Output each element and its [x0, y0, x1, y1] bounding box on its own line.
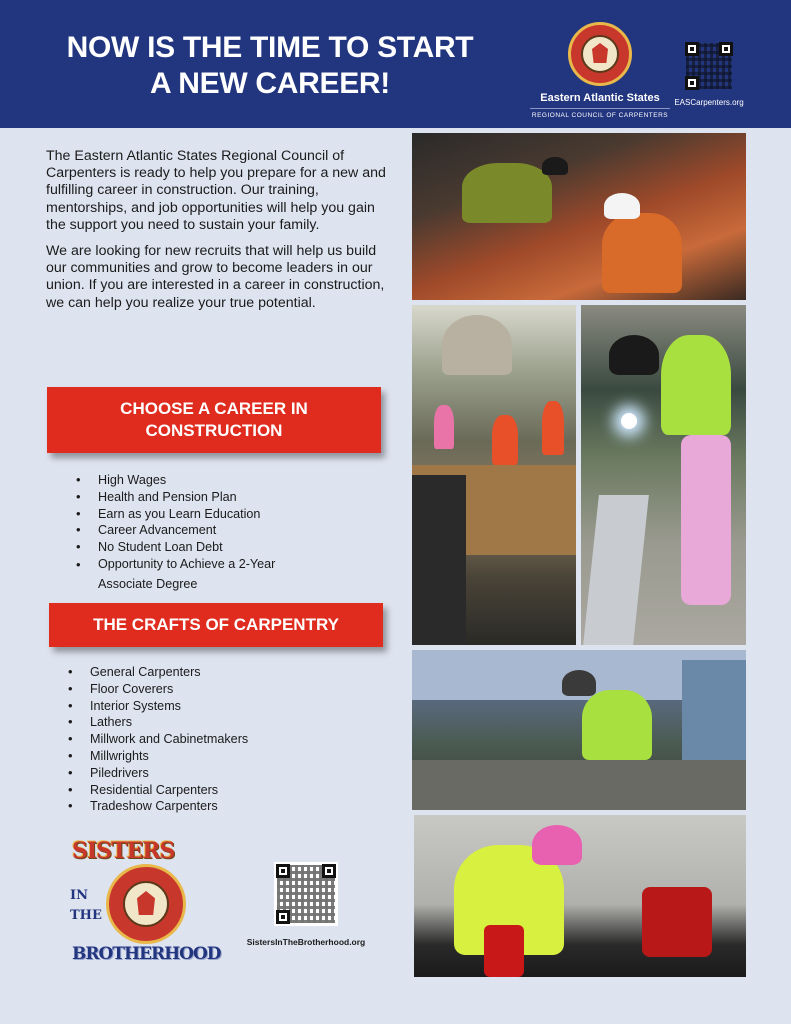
- headline-line-1: NOW IS THE TIME TO START: [66, 31, 474, 64]
- intro-text: [46, 148, 391, 321]
- website-link[interactable]: EASCarpenters.org: [674, 98, 744, 107]
- crafts-banner: THE CRAFTS OF CARPENTRY: [49, 603, 383, 647]
- list-item: • Piledrivers: [68, 765, 368, 782]
- photo-site-crew: [412, 305, 576, 645]
- photo-welder: [581, 305, 746, 645]
- qr-code-icon[interactable]: [274, 862, 338, 926]
- list-item-continuation: Associate Degree: [98, 576, 198, 591]
- org-name: Eastern Atlantic States: [540, 92, 660, 104]
- benefits-list: [76, 472, 376, 593]
- list-item: • Lathers: [68, 714, 368, 731]
- header-bar: [0, 0, 791, 128]
- photo-drill-worker: [414, 815, 746, 977]
- intro-paragraph-2: We are looking for new recruits that will help us build our communities and grow to become leaders in our union. If you are interested in a career in construction, we can help you realize your true potential.: [46, 243, 385, 311]
- headline-line-2: A NEW CAREER!: [150, 67, 390, 100]
- list-item: • Residential Carpenters: [68, 782, 368, 799]
- list-item: • Millwrights: [68, 748, 368, 765]
- logo-word-bottom: BROTHERHOOD: [72, 944, 221, 964]
- logo-word-the: THE: [70, 908, 102, 923]
- list-item: • Career Advancement: [76, 522, 376, 539]
- career-banner-line-2: CONSTRUCTION: [145, 421, 283, 440]
- seal-icon: [106, 864, 186, 944]
- list-item-text: Opportunity to Achieve a 2-Year: [98, 556, 276, 571]
- career-banner: [47, 387, 381, 453]
- sisters-in-the-brotherhood-logo: [66, 838, 221, 972]
- list-item: • High Wages: [76, 472, 376, 489]
- logo-word-in: IN: [70, 888, 88, 903]
- list-item: • Floor Coverers: [68, 681, 368, 698]
- photo-roof-workers: [412, 133, 746, 300]
- intro-paragraph-1: The Eastern Atlantic States Regional Council of Carpenters is ready to help you prepare for a new and fulfilling career in construction. Our training, mentorships, and job opportunities will help you gain the support you need to sustain your family.: [46, 148, 386, 233]
- list-item: • Earn as you Learn Education: [76, 506, 376, 523]
- list-item: • Health and Pension Plan: [76, 489, 376, 506]
- list-item: • Millwork and Cabinetmakers: [68, 731, 368, 748]
- headline: [30, 30, 510, 102]
- photo-rooftop-worker: [412, 650, 746, 810]
- career-banner-line-1: CHOOSE A CAREER IN: [120, 399, 308, 418]
- org-subtitle: REGIONAL COUNCIL OF CARPENTERS: [530, 108, 670, 119]
- list-item: • Tradeshow Carpenters: [68, 798, 368, 815]
- logo-word-top: SISTERS: [72, 838, 175, 864]
- qr-code-icon[interactable]: [683, 40, 735, 92]
- crafts-list: [68, 664, 368, 815]
- list-item: [76, 556, 376, 593]
- list-item: • General Carpenters: [68, 664, 368, 681]
- list-item: • Interior Systems: [68, 698, 368, 715]
- list-item: • No Student Loan Debt: [76, 539, 376, 556]
- sisters-website-link[interactable]: SistersInTheBrotherhood.org: [246, 937, 366, 947]
- council-seal-icon: [568, 22, 632, 86]
- council-logo: [530, 22, 670, 119]
